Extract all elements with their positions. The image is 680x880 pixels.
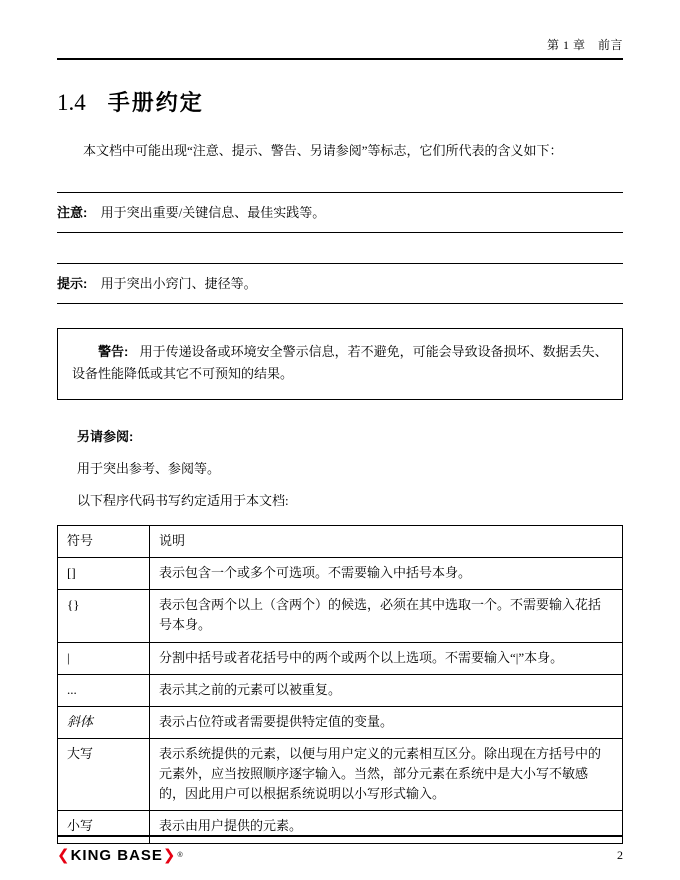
intro-paragraph: 本文档中可能出现“注意、提示、警告、另请参阅”等标志，它们所代表的含义如下： — [83, 143, 563, 158]
tip-label: 提示: — [57, 275, 88, 291]
description-cell: 表示系统提供的元素，以便与用户定义的元素相互区分。除出现在方括号中的元素外，应当按照顺序逐字输入。当然，部分元素在系统中是大小写不敏感的，因此用户可以根据系统说明以小写形式输入。 — [150, 738, 623, 810]
note-callout — [57, 192, 623, 233]
table-head — [58, 525, 623, 557]
description-cell: 分割中括号或者花括号中的两个或两个以上选项。不需要输入“|”本身。 — [150, 642, 623, 674]
description-cell: 表示包含一个或多个可选项。不需要输入中括号本身。 — [150, 558, 623, 590]
description-cell: 表示包含两个以上（含两个）的候选，必须在其中选取一个。不需要输入花括号本身。 — [150, 590, 623, 642]
symbol-column-header: 符号 — [58, 525, 150, 557]
conventions-table — [57, 525, 623, 844]
table-intro-text: 以下程序代码书写约定适用于本文档: — [77, 492, 289, 508]
symbol-cell: 大写 — [58, 738, 150, 810]
see-also-text: 用于突出参考、参阅等。 — [77, 460, 221, 476]
table-row — [58, 738, 623, 810]
warning-label: 警告: — [98, 343, 129, 359]
tip-callout — [57, 263, 623, 304]
chapter-heading: 第 1 章 前言 — [546, 38, 623, 52]
kingbase-logo — [57, 846, 184, 864]
symbol-cell: {} — [58, 590, 150, 642]
symbol-cell: | — [58, 642, 150, 674]
table-row — [58, 674, 623, 706]
page-number: 2 — [617, 847, 623, 862]
see-also-label: 另请参阅: — [77, 428, 134, 444]
registered-trademark-icon: ® — [177, 851, 184, 859]
warning-box — [57, 328, 623, 400]
see-also-section — [57, 426, 623, 509]
tip-text: 用于突出小窍门、捷径等。 — [100, 275, 257, 291]
page-footer — [57, 835, 623, 864]
section-number: 1.4 — [57, 90, 86, 115]
table-row — [58, 706, 623, 738]
table-row — [58, 558, 623, 590]
table-body — [58, 558, 623, 843]
section-title-text: 手册约定 — [107, 90, 204, 115]
warning-paragraph — [72, 341, 608, 385]
description-cell: 表示占位符或者需要提供特定值的变量。 — [150, 706, 623, 738]
section-title — [57, 86, 623, 117]
symbol-cell: 小写 — [58, 811, 150, 843]
table-row — [58, 642, 623, 674]
logo-right-bracket-icon: ❯ — [162, 847, 177, 864]
header-rule — [57, 58, 623, 60]
logo-text: KING BASE — [70, 846, 163, 864]
note-text: 用于突出重要/关键信息、最佳实践等。 — [100, 204, 326, 220]
description-cell: 表示由用户提供的元素。 — [150, 811, 623, 843]
logo-left-bracket-icon: ❮ — [57, 847, 71, 864]
note-label: 注意: — [57, 204, 88, 220]
warning-text: 用于传递设备或环境安全警示信息，若不避免，可能会导致设备损坏、数据丢失、设备性能降低或其它不可预知的结果。 — [72, 343, 608, 381]
symbol-cell: 斜体 — [58, 706, 150, 738]
description-column-header: 说明 — [150, 525, 623, 557]
page-header — [57, 36, 623, 53]
description-cell: 表示其之前的元素可以被重复。 — [150, 674, 623, 706]
table-row — [58, 590, 623, 642]
symbol-cell: ... — [58, 674, 150, 706]
symbol-cell: [] — [58, 558, 150, 590]
table-header-row — [58, 525, 623, 557]
